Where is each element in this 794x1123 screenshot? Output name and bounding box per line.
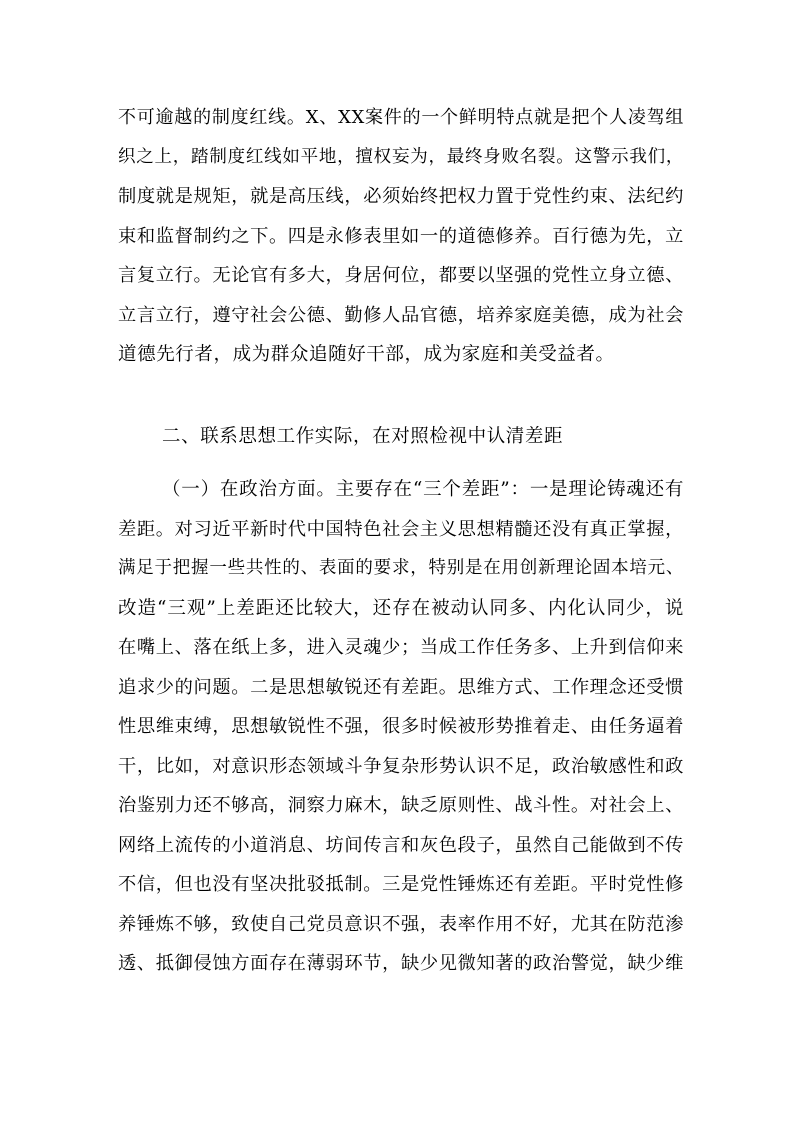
section-heading: 二、联系思想工作实际，在对照检视中认清差距 — [162, 426, 564, 447]
paragraph-line: 干，比如，对意识形态领域斗争复杂形势认识不足，政治敏感性和政 — [118, 755, 684, 777]
paragraph-line: 不可逾越的制度红线。X、XX案件的一个鲜明特点就是把个人凌驾组 — [118, 107, 684, 128]
paragraph-line: 言复立行。无论官有多大，身居何位，都要以坚强的党性立身立德、 — [118, 265, 684, 286]
paragraph-line: 追求少的问题。二是思想敏锐还有差距。思维方式、工作理念还受惯 — [118, 676, 684, 698]
paragraph-line: 立言立行，遵守社会公德、勤修人品官德，培养家庭美德，成为社会 — [118, 304, 684, 326]
paragraph-line: 透、抵御侵蚀方面存在薄弱环节，缺少见微知著的政治警觉，缺少维 — [118, 953, 684, 974]
paragraph-political — [118, 470, 684, 984]
paragraph-line: 治鉴别力还不够高，洞察力麻木，缺乏原则性、战斗性。对社会上、 — [118, 795, 684, 816]
paragraph-line: 制度就是规矩，就是高压线，必须始终把权力置于党性约束、法纪约 — [118, 186, 684, 207]
paragraph-line: 满足于把握一些共性的、表面的要求，特别是在用创新理论固本培元、 — [118, 558, 684, 578]
paragraph-line: 织之上，踏制度红线如平地，擅权妄为，最终身败名裂。这警示我们， — [118, 146, 684, 167]
paragraph-line: 网络上流传的小道消息、坊间传言和灰色段子，虽然自己能做到不传 — [118, 834, 684, 856]
paragraph-line: 差距。对习近平新时代中国特色社会主义思想精髓还没有真正掌握， — [118, 518, 684, 540]
paragraph-line: （一）在政治方面。主要存在“三个差距”：一是理论铸魂还有 — [162, 479, 684, 500]
paragraph-line: 道德先行者，成为群众追随好干部，成为家庭和美受益者。 — [118, 344, 615, 365]
paragraph-continuation — [118, 98, 684, 375]
paragraph-line: 改造“三观”上差距还比较大，还存在被动认同多、内化认同少，说 — [118, 597, 684, 619]
paragraph-line: 在嘴上、落在纸上多，进入灵魂少；当成工作任务多、上升到信仰来 — [118, 637, 684, 658]
paragraph-line: 束和监督制约之下。四是永修表里如一的道德修养。百行德为先，立 — [118, 225, 684, 247]
paragraph-line: 不信，但也没有坚决批驳抵制。三是党性锤炼还有差距。平时党性修 — [118, 874, 684, 895]
paragraph-line: 养锤炼不够，致使自己党员意识不强，表率作用不好，尤其在防范渗 — [118, 913, 684, 935]
paragraph-line: 性思维束缚，思想敏锐性不强，很多时候被形势推着走、由任务逼着 — [118, 716, 684, 737]
